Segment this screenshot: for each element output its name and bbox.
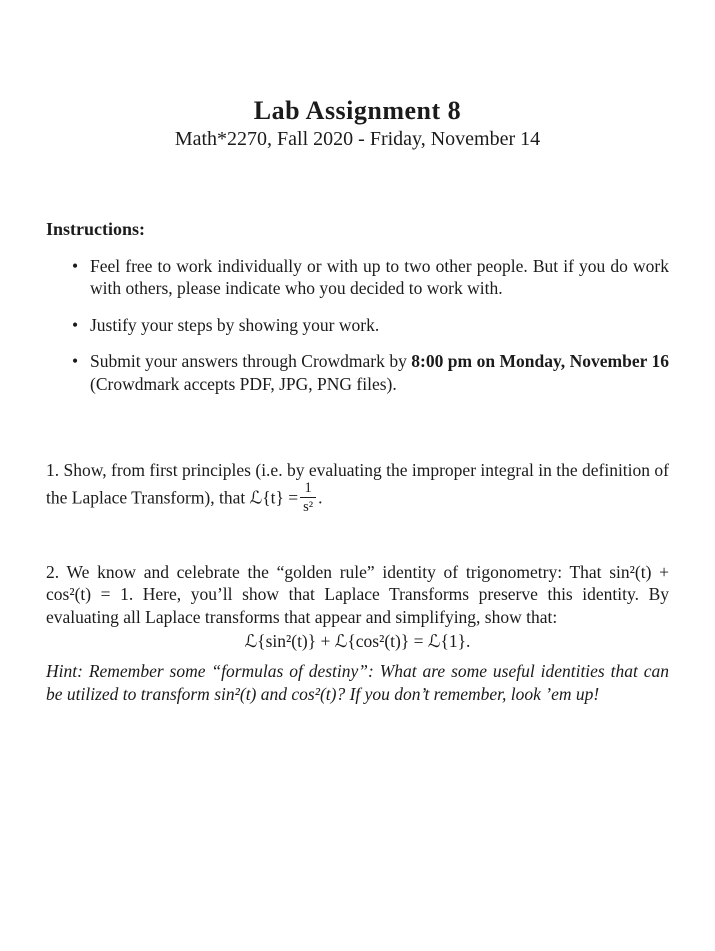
- fraction-one-over-s-squared: [300, 480, 316, 515]
- fraction-numerator: 1: [304, 479, 312, 496]
- question-1: [46, 459, 669, 517]
- question-1-math-lhs: ℒ{t} =: [249, 487, 299, 508]
- instruction-item-collaboration-text: Feel free to work individually or with up to two other people. But if you do work with others, please indicate who you decided to work with.: [90, 255, 669, 298]
- fraction-denominator: s²: [300, 497, 316, 515]
- instruction-item-submit: [90, 350, 669, 395]
- instruction-submit-deadline: 8:00 pm on Monday, November 16: [411, 351, 669, 371]
- instruction-submit-post: (Crowdmark accepts PDF, JPG, PNG files).: [90, 373, 397, 394]
- question-1-period: .: [318, 487, 323, 508]
- page-title: Lab Assignment 8: [253, 96, 462, 125]
- instruction-item-collaboration: [90, 255, 669, 300]
- laplace-identity-equation: ℒ{sin²(t)} + ℒ{cos²(t)} = ℒ{1}.: [244, 631, 471, 651]
- instruction-item-justify-text: Justify your steps by showing your work.: [90, 314, 380, 335]
- instructions-heading: Instructions:: [46, 219, 146, 239]
- document-page: [0, 96, 715, 951]
- question-1-text: 1. Show, from first principles (i.e. by evaluating the improper integral in the definition of the Laplace Transform), that: [46, 460, 669, 508]
- instruction-submit-pre: Submit your answers through Crowdmark by: [90, 351, 412, 371]
- question-2: 2. We know and celebrate the “golden rule” identity of trigonometry: That sin²(t) + cos²(t) = 1. Here, you’ll show that Laplace Transforms preserve this identity. By evaluating all Laplace transforms that appear and simplifying, show that:: [46, 561, 669, 627]
- instructions-list: [46, 255, 669, 396]
- page-subtitle: Math*2270, Fall 2020 - Friday, November 14: [174, 128, 541, 150]
- instruction-item-justify: [90, 314, 669, 337]
- hint-paragraph: Hint: Remember some “formulas of destiny”: What are some useful identities that can be utilized to transform sin²(t) and cos²(t)? If you don’t remember, look ’em up!: [46, 661, 669, 704]
